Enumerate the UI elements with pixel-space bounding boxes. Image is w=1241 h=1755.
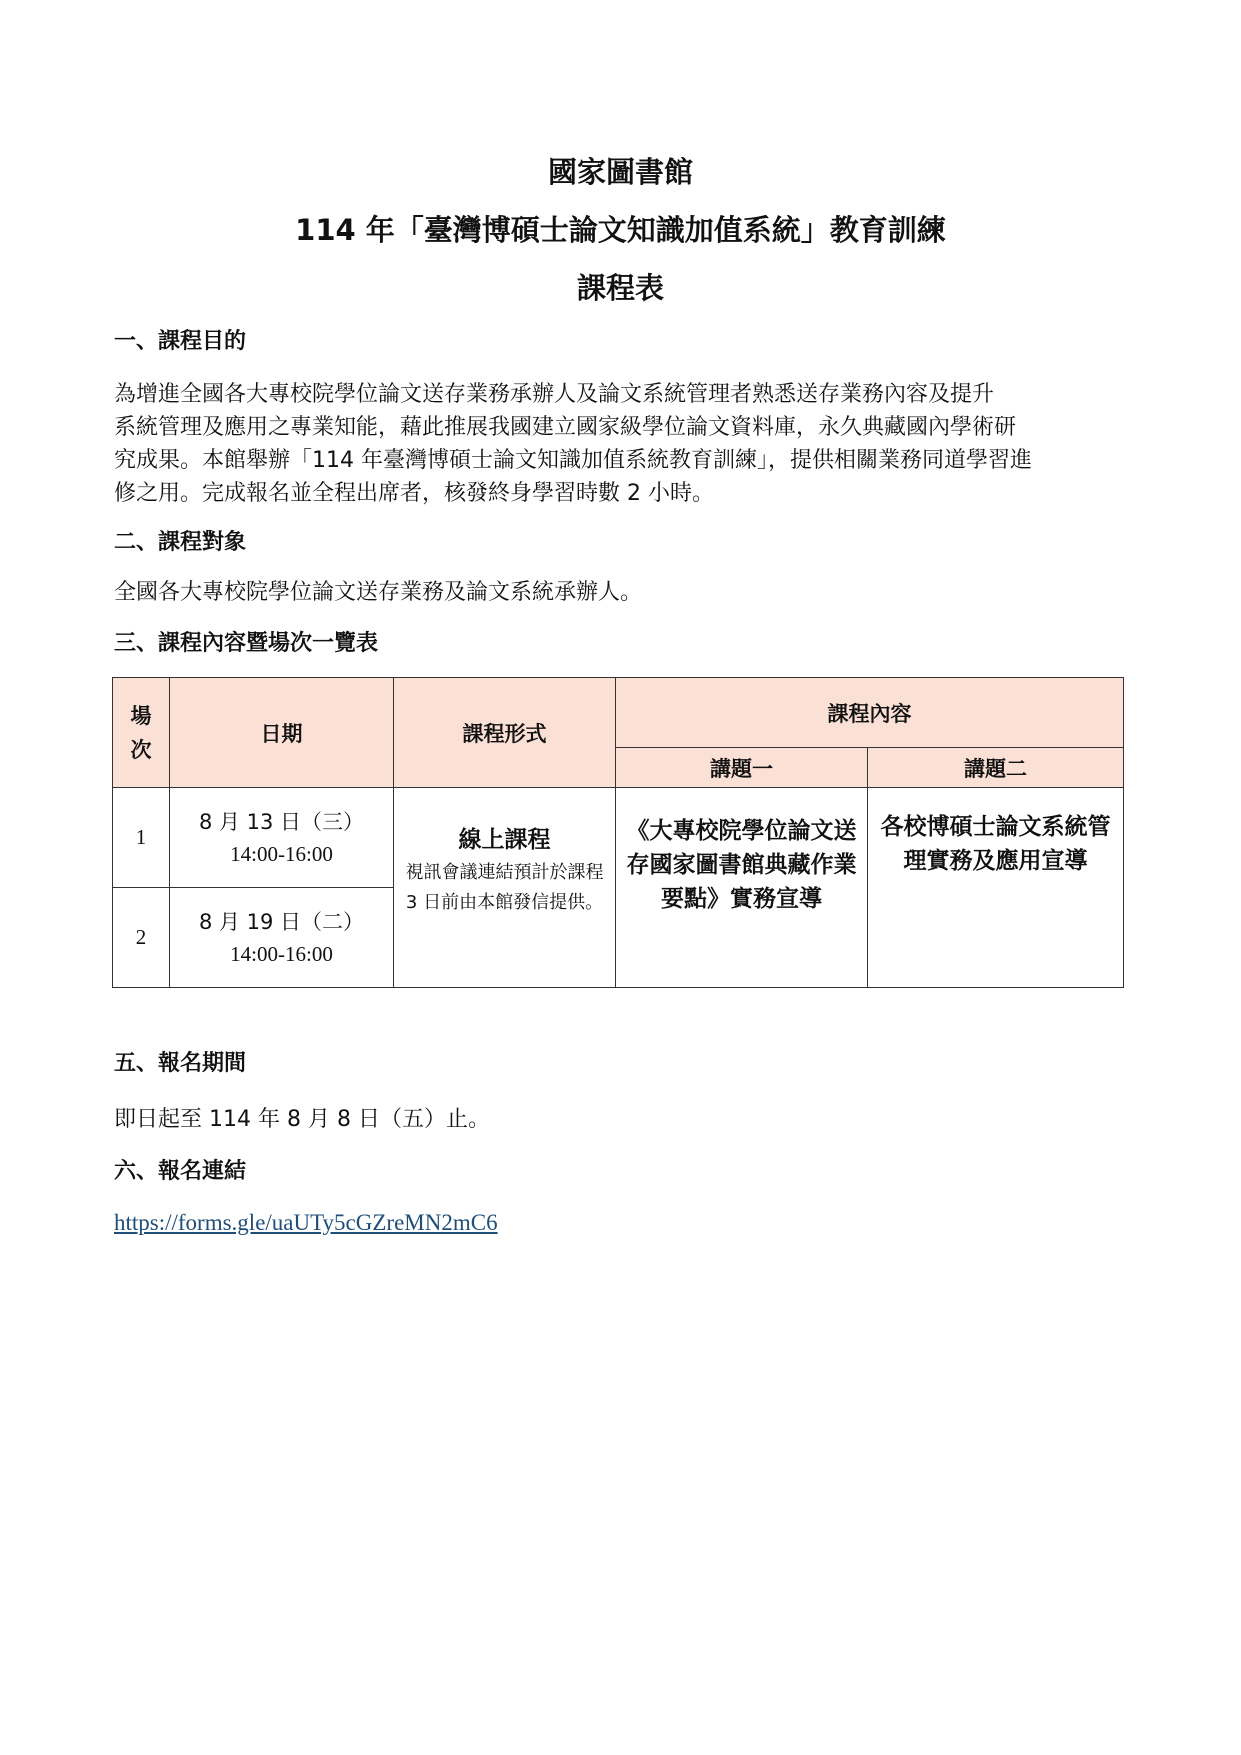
session-cell: 2	[113, 888, 170, 988]
purpose-line: 系統管理及應用之專業知能，藉此推展我國建立國家級學位論文資料庫，永久典藏國內學術研	[114, 415, 1017, 440]
purpose-paragraph	[114, 378, 1134, 510]
header-content: 課程內容	[616, 678, 1124, 748]
format-cell	[394, 788, 616, 988]
date-text: 8 月 19 日（二）	[198, 909, 365, 934]
time-text: 14:00-16:00	[230, 941, 333, 966]
schedule-table	[112, 677, 1124, 988]
topic2-cell	[868, 788, 1124, 988]
topic1-cell	[616, 788, 868, 988]
topic2-text: 各校博碩士論文系統管理實務及應用宣導	[880, 814, 1111, 874]
section-registration-link-heading: 六、報名連結	[114, 1159, 247, 1184]
format-title: 線上課程	[458, 827, 551, 853]
purpose-line: 為增進全國各大專校院學位論文送存業務承辦人及論文系統管理者熟悉送存業務內容及提升	[114, 382, 995, 407]
section-audience-heading: 二、課程對象	[114, 530, 247, 555]
audience-text: 全國各大專校院學位論文送存業務及論文系統承辦人。	[114, 580, 643, 605]
header-topic1: 講題一	[616, 748, 868, 788]
event-title: 114 年「臺灣博碩士論文知識加值系統」教育訓練	[295, 213, 946, 247]
date-cell	[170, 788, 394, 888]
org-title: 國家圖書館	[547, 155, 693, 189]
registration-link[interactable]: https://forms.gle/uaUTy5cGZreMN2mC6	[114, 1210, 498, 1235]
header-format: 課程形式	[394, 678, 616, 788]
date-text: 8 月 13 日（三）	[198, 809, 365, 834]
header-date: 日期	[170, 678, 394, 788]
registration-period-text: 即日起至 114 年 8 月 8 日（五）止。	[114, 1107, 490, 1132]
header-topic2: 講題二	[868, 748, 1124, 788]
format-note: 視訊會議連結預計於課程 3 日前由本館發信提供。	[405, 862, 604, 913]
section-purpose-heading: 一、課程目的	[114, 329, 247, 354]
session-cell: 1	[113, 788, 170, 888]
header-session-label: 場次	[130, 703, 152, 762]
purpose-line: 究成果。本館舉辦「114 年臺灣博碩士論文知識加值系統教育訓練」，提供相關業務同道學習進	[114, 448, 1032, 473]
section-schedule-heading: 三、課程內容暨場次一覽表	[114, 631, 379, 656]
purpose-line: 修之用。完成報名並全程出席者，核發終身學習時數 2 小時。	[114, 481, 714, 506]
date-cell	[170, 888, 394, 988]
time-text: 14:00-16:00	[230, 841, 333, 866]
section-registration-period-heading: 五、報名期間	[114, 1051, 247, 1076]
doc-type-title: 課程表	[576, 271, 664, 305]
topic1-text: 《大專校院學位論文送存國家圖書館典藏作業要點》實務宣導	[626, 818, 857, 912]
header-session	[113, 678, 170, 788]
